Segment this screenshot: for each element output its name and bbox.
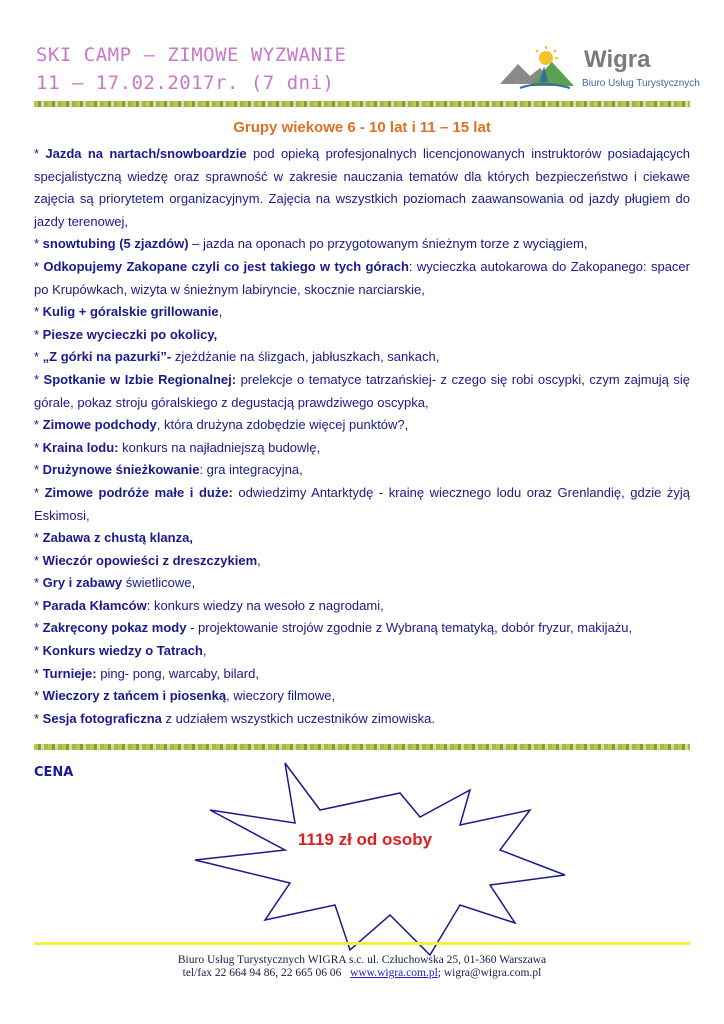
decorative-divider-bottom (34, 744, 690, 750)
footer-contact (0, 967, 724, 979)
list-item: * Spotkanie w Izbie Regionalnej: prelekcje o tematyce tatrzańskiej- z czego się robi oscypki, czym zajmują się górale, pokaz stroju góralskiego z degustacją prawdziwego oscypka, (34, 371, 691, 410)
list-item: * Jazda na nartach/snowboardzie pod opieką profesjonalnych licencjonowanych instruktorów posiadających specjalistyczną wiedzę oraz sprawność w zakresie nauczania tematów dla których bezpieczeństwo i ciekawe zajęcia są priorytetem organizacyjnym. Zajęcia na wszystkich poziomach zaawansowania od jazdy pługiem do jazdy terenowej, (34, 146, 690, 229)
footer-phone: tel/fax 22 664 94 86, 22 665 06 06 (182, 967, 342, 979)
list-item: * Zakręcony pokaz mody - projektowanie strojów zgodnie z Wybraną tematyką, dobór fryzur, makijażu, (34, 620, 633, 636)
title-line-1: SKI CAMP – ZIMOWE WYZWANIE (36, 44, 347, 66)
list-item: * Sesja fotograficzna z udziałem wszystkich uczestników zimowiska. (34, 710, 435, 726)
footer-divider (34, 942, 690, 945)
decorative-divider-top (34, 101, 690, 107)
list-item: * „Z górki na pazurki”- zjeżdżanie na ślizgach, jabłuszkach, sankach, (34, 349, 440, 365)
wigra-logo (500, 44, 710, 94)
list-item: * Piesze wycieczki po okolicy, (34, 326, 218, 342)
price-label: CENA (34, 765, 74, 780)
list-item: * Konkurs wiedzy o Tatrach, (34, 643, 207, 659)
list-item: * Wieczory z tańcem i piosenką, wieczory filmowe, (34, 688, 336, 704)
list-item: * Zimowe podchody, która drużyna zdobędzie więcej punktów?, (34, 417, 409, 433)
list-item: * Turnieje: ping- pong, warcaby, bilard, (34, 665, 259, 681)
list-item: * Kraina lodu: konkurs na najładniejszą budowlę, (34, 439, 321, 455)
footer-address: Biuro Usług Turystycznych WIGRA s.c. ul. Człuchowska 25, 01-360 Warszawa (177, 954, 547, 966)
list-item: * Zabawa z chustą klanza, (34, 530, 193, 546)
price-value: 1119 zł od osoby (297, 830, 433, 849)
program-list (34, 143, 690, 730)
mountain-sun-icon (500, 46, 584, 92)
list-item: * Parada Kłamców: konkurs wiedzy na wesoło z nagrodami, (34, 597, 384, 613)
list-item: * snowtubing (5 zjazdów) – jazda na oponach po przygotowanym śnieżnym torze z wyciągiem, (34, 236, 588, 252)
age-groups-heading: Grupy wiekowe 6 - 10 lat i 11 – 15 lat (233, 119, 491, 136)
list-item: * Wieczór opowieści z dreszczykiem, (34, 552, 261, 568)
list-item: * Kulig + góralskie grillowanie, (34, 304, 223, 320)
title-line-2: 11 – 17.02.2017r. (7 dni) (36, 72, 335, 94)
list-item: * Zimowe podróże małe i duże: odwiedzimy Antarktydę - krainę wiecznego lodu oraz Grenlandię, gdzie żyją Eskimosi, (34, 484, 691, 523)
starburst-shape (170, 755, 590, 965)
website-link[interactable]: www.wigra.com.pl (350, 967, 438, 979)
footer-email: ; wigra@wigra.com.pl (437, 967, 542, 979)
list-item: * Odkopujemy Zakopane czyli co jest takiego w tych górach: wycieczka autokarowa do Zakopanego: spacer po Krupówkach, wizyta w śnieżnym labiryncie, skocznie narciarskie, (34, 258, 690, 297)
logo-subtitle: Biuro Usług Turystycznych (582, 78, 700, 89)
list-item: * Gry i zabawy świetlicowe, (34, 575, 196, 591)
logo-name: Wigra (584, 46, 651, 73)
list-item: * Drużynowe śnieżkowanie: gra integracyjna, (34, 462, 303, 478)
